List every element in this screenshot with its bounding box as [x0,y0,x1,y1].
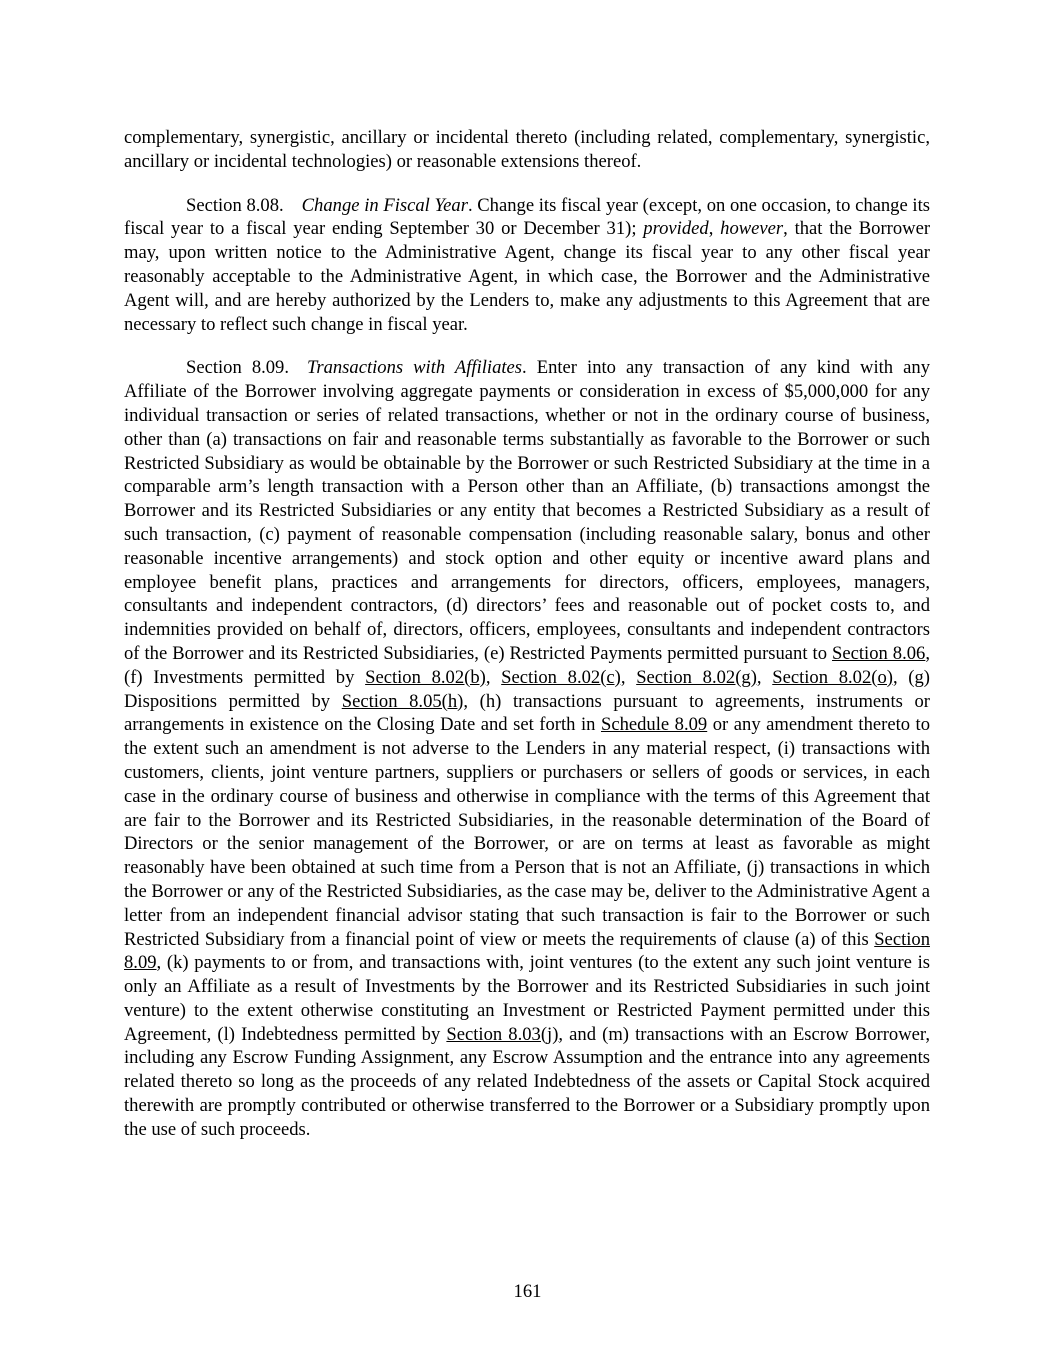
section-8-08-comma: , [708,218,721,240]
ref-section-8-03-j: Section 8.03(j) [446,1023,559,1045]
ref-section-8-02-g: Section 8.02(g) [636,666,757,688]
paragraph-continuation [124,126,930,174]
section-8-09-text-5: , [756,666,773,688]
section-8-09-text-6: , (g) Dispositions permitted by [124,666,930,712]
section-8-09 [124,356,930,1141]
ref-section-8-02-b: Section 8.02(b) [365,666,486,688]
section-8-09-text-7: (h) transactions pursuant to agreements, instruments or arrangements in existence on the Closing Date and set forth in [124,690,930,736]
ref-section-8-06: Section 8.06 [832,642,926,664]
ref-section-8-02-o: Section 8.02(o) [772,666,893,688]
section-8-09-number: Section 8.09. [186,357,290,379]
ref-section-8-05-h: Section 8.05(h), [341,690,469,712]
document-page [124,126,930,1162]
section-8-08-number: Section 8.08. [186,194,284,216]
however-term: however [720,218,784,240]
ref-section-8-02-c: Section 8.02(c) [501,666,621,688]
ref-schedule-8-09: Schedule 8.09 [600,714,708,736]
section-8-09-text-9: , (k) payments to or from, and transactions with, joint ventures (to the extent any such joint venture is only an Affiliate as a result of Investments by the Borrower and its Restricted Subsidiaries in such joint venture) to the extent otherwise constituting an Investment or Restricted Payment permitted under this Agreement, (l) Indebtedness permitted by [124,952,930,1045]
section-8-09-text-4: , [620,666,637,688]
section-8-09-title: Transactions with Affiliates [307,357,523,379]
section-8-08 [124,194,930,337]
ref-section-8-09: Section 8.09 [124,928,930,974]
section-8-08-text-2: , that the Borrower may, upon written notice to the Administrative Agent, change its fiscal year to any other fiscal year reasonably acceptable to the Administrative Agent, in which case, the Borrower and the Administrative Agent will, and are hereby authorized by the Lenders to, make any adjustments to this Agreement that are necessary to reflect such change in fiscal year. [124,218,931,335]
section-8-09-text-1: . Enter into any transaction of any kind with any Affiliate of the Borrower involving aggregate payments or consideration in excess of $5,000,000 for any individual transaction or series of related transactions, whether or not in the ordinary course of business, other than (a) transactions on fair and reasonable terms substantially as favorable to the Borrower or such Restricted Subsidiary as would be obtainable by the Borrower or such Restricted Subsidiary at the time in a comparable arm’s length transaction with a Person other than an Affiliate, (b) transactions amongst the Borrower and its Restricted Subsidiaries or any entity that becomes a Restricted Subsidiary as a result of such transaction, (c) payment of reasonable compensation (including reasonable salary, bonus and other reasonable incentive arrangements) and stock option and other equity or incentive award plans and employee benefit plans, practices and arrangements for directors, officers, employees, managers, consultants and independent contractors, (d) directors’ fees and reasonable out of pocket costs to, and indemnities provided on behalf of, directors, officers, employees, consultants and independent contractors of the Borrower and its Restricted Subsidiaries, (e) Restricted Payments permitted pursuant to [124,357,930,664]
page-number: 161 [513,1281,542,1302]
paragraph-continuation-text: complementary, synergistic, ancillary or incidental thereto (including related, complementary, synergistic, ancillary or incidental technologies) or reasonable extensions thereof. [124,127,930,172]
section-8-08-title: Change in Fiscal Year [301,194,468,216]
provided-term: provided [643,218,709,240]
section-8-09-text-8: or any amendment thereto to the extent such an amendment is not adverse to the Lenders in any material respect, (i) transactions with customers, clients, joint venture partners, suppliers or purchasers or sellers of goods or services, in each case in the ordinary course of business and otherwise in compliance with the terms of this Agreement that are fair to the Borrower and its Restricted Subsidiaries, in the reasonable determination of the Board of Directors or the senior management of the Borrower, or are on terms at least as favorable as might reasonably have been obtained at such time from a Person that is not an Affiliate, (j) transactions in which the Borrower or any of the Restricted Subsidiaries, as the case may be, deliver to the Administrative Agent a letter from an independent financial advisor stating that such transaction is fair to the Borrower or such Restricted Subsidiary from a financial point of view or meets the requirements of clause (a) of this [124,714,931,950]
section-8-08-text-1: . Change its fiscal year (except, on one occasion, to change its fiscal year to a fiscal year ending September 30 or December 31); [124,194,930,240]
section-8-09-text-3: , [485,666,502,688]
section-8-09-text-10: , and (m) transactions with an Escrow Borrower, including any Escrow Funding Assignment, any Escrow Assumption and the entrance into any agreements related thereto so long as the proceeds of any related Indebtedness of the assets or Capital Stock acquired therewith are promptly contributed or otherwise transferred to the Borrower or a Subsidiary promptly upon the use of such proceeds. [124,1023,930,1140]
section-8-09-text-2: , (f) Investments permitted by [124,642,930,688]
